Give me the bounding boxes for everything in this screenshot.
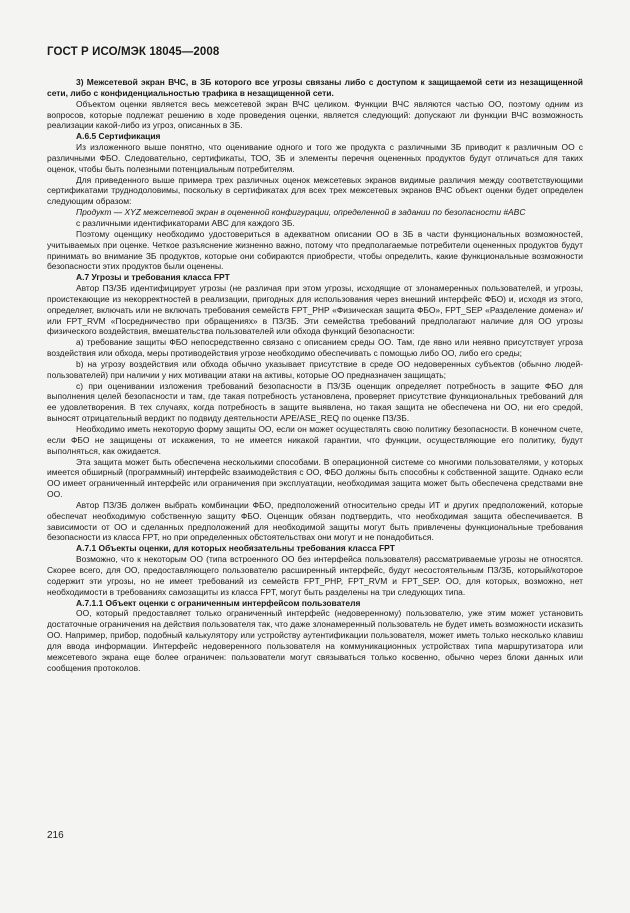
section-heading: А.7.1.1 Объект оценки с ограниченным интерфейсом пользователя: [76, 597, 361, 608]
document-header: ГОСТ Р ИСО/МЭК 18045—2008: [47, 46, 220, 58]
paragraph-italic: Продукт — XYZ межсетевой экран в оцененной конфигурации, определенной в задании по безопасности #ABC: [76, 207, 526, 218]
section-heading: А.7 Угрозы и требования класса FPT: [76, 272, 230, 283]
paragraph: Для приведенного выше примера трех различных оценок межсетевых экранов видимые различия между соответствующими сертификатами труднодоловимы, поскольку в сертификатах для всех трех межсетевых экранов ВЧС объект оценки будет определен следующим образом:: [47, 174, 583, 207]
paragraph: Автор ПЗ/ЗБ должен выбрать комбинации ФБО, предположений относительно среды ИТ и других предположений, которые обеспечат необходимую собственную защиту ФБО. Оценщик обязан подтвердить, что необходимая защита обеспечивается. В зависимости от ОО и сделанных предположений для необходимой защиты могут быть привлечены функциональные требования безопасности из класса FPT, но при определенных обстоятельствах они могут и не понадобиться.: [47, 499, 583, 543]
paragraph: ОО, который предоставляет только ограниченный интерфейс (недоверенному) пользователю, уже этим может установить достаточные ограничения на действия пользователя так, что даже злонамеренный пользователь не будет иметь возможности исказить ОО. Например, прибор, подобный калькулятору или устройству аутентификации пользователя, может иметь только несколько клавиш для ввода информации. Интерфейс недоверенного пользователя на коммуникационных устройствах типа маршрутизатора или межсетевого экрана еще более ограничен: пользователи могут связываться только косвенно, обычно через блоки данных или сообщения протоколов.: [47, 608, 583, 673]
paragraph: Возможно, что к некоторым ОО (типа встроенного ОО без интерфейса пользователя) рассматриваемые угрозы не относятся. Скорее всего, для ОО, предоставляющего пользователю расширенный интерфейс, будут несостоятельным ПЗ/ЗБ, который/которое содержит эти угрозы, но не имеет требований из семейств FPT_PHP, FPT_RVM и FPT_SEP. ОО, для которых, возможно, нет необходимости в требованиях самозащиты из класса FPT, могут быть разделены на три следующих типа.: [47, 554, 583, 597]
paragraph: Необходимо иметь некоторую форму защиты ОО, если он может осуществлять свою политику безопасности. В конечном счете, если ФБО не защищены от искажения, то не имеется никакой гарантии, что функции, осуществляющие его политику, будут выполняться, как ожидается.: [47, 424, 583, 456]
list-item: b) на угрозу воздействия или обхода обычно указывает присутствие в среде ОО недоверенных субъектов (обычно людей-пользователей) при наличии у них мотивации атаки на активы, которые ОО предназначен защищать;: [47, 358, 583, 380]
paragraph: с различными идентификаторами ABC для каждого ЗБ.: [76, 217, 295, 228]
paragraph: Объектом оценки является весь межсетевой экран ВЧС целиком. Функции ВЧС являются частью ОО, поэтому одним из вопросов, которые подлежат решению в ходе проведения оценки, является следующий: допускают ли функции ВЧС возможность реализации какой-либо из угроз, описанных в ЗБ.: [47, 98, 583, 131]
paragraph: Поэтому оценщику необходимо удостовериться в адекватном описании ОО в ЗБ в части функциональных возможностей, учитываемых при оценке. Четкое разъяснение жизненно важно, потому что предполагаемые потребители оцененных продуктов будут принимать во внимание ЗБ продуктов, которые они собираются приобрести, чтобы определить, какие функциональные возможности безопасности этих продуктов были оценены.: [47, 228, 583, 272]
document-body: [47, 77, 583, 673]
page-number: 216: [47, 830, 64, 841]
list-item: с) при оценивании изложения требований безопасности в ПЗ/ЗБ оценщик определяет потребность в защите ФБО для выполнения целей безопасности и там, где такая потребность установлена, проверяет присутствие функциональных требований для ее удовлетворения. В тех случаях, когда потребность в защите выявлена, но такая защита не обеспечена ни ОО, ни его средой, выносят отрицательный вердикт по подвиду деятельности APE/ASE_REQ по оценке ПЗ/ЗБ.: [47, 380, 583, 424]
paragraph: Эта защита может быть обеспечена несколькими способами. В операционной системе со многими пользователями, у которых имеется обширный (программный) интерфейс взаимодействия с ОО, ФБО должны быть способны к собственной защите. Однако если ОО имеет ограниченный интерфейс или ограничения при эксплуатации, необходимая защита может быть обеспечена средствами вне ОО.: [47, 456, 583, 500]
section-heading: А.6.5 Сертификация: [76, 131, 161, 142]
list-item: а) требование защиты ФБО непосредственно связано с описанием среды ОО. Там, где явно или неявно присутствует угроза воздействия или обхода, меры противодействия угрозе необходимо обеспечивать с помощью либо ОО, либо его среды;: [47, 337, 583, 359]
paragraph: Автор ПЗ/ЗБ идентифицирует угрозы (не различая при этом угрозы, исходящие от злонамеренных пользователей, и угрозы, проистекающие из некорректностей в реализации, пригодных для использования через внешний интерфейс ФБО) и, исходя из этого, определяет, включать или не включать требования семейств FPT_PHP «Физическая защита ФБО», FPT_SEP «Разделение домена» и/или FPT_RVM «Посредничество при обращениях» в ПЗ/ЗБ. Эти семейства требований предполагают наличие для ОО угрозы физического воздействия, вмешательства пользователей или обхода функций безопасности:: [47, 283, 583, 337]
paragraph: Из изложенного выше понятно, что оценивание одного и того же продукта с различными ЗБ приводит к различным ОО с различными ФБО. Следовательно, сертификаты, ТОО, ЗБ и элементы перечня оцененных продуктов будут отличаться для таких оценок, чтобы быть полезными потенциальным потребителям.: [47, 142, 583, 174]
paragraph-heading: 3) Межсетевой экран ВЧС, в ЗБ которого все угрозы связаны либо с доступом к защищаемой сети из незащищенной сети, либо с конфиденциальностью трафика в незащищенной сети.: [47, 77, 583, 98]
section-heading: А.7.1 Объекты оценки, для которых необязательны требования класса FPT: [76, 543, 395, 554]
